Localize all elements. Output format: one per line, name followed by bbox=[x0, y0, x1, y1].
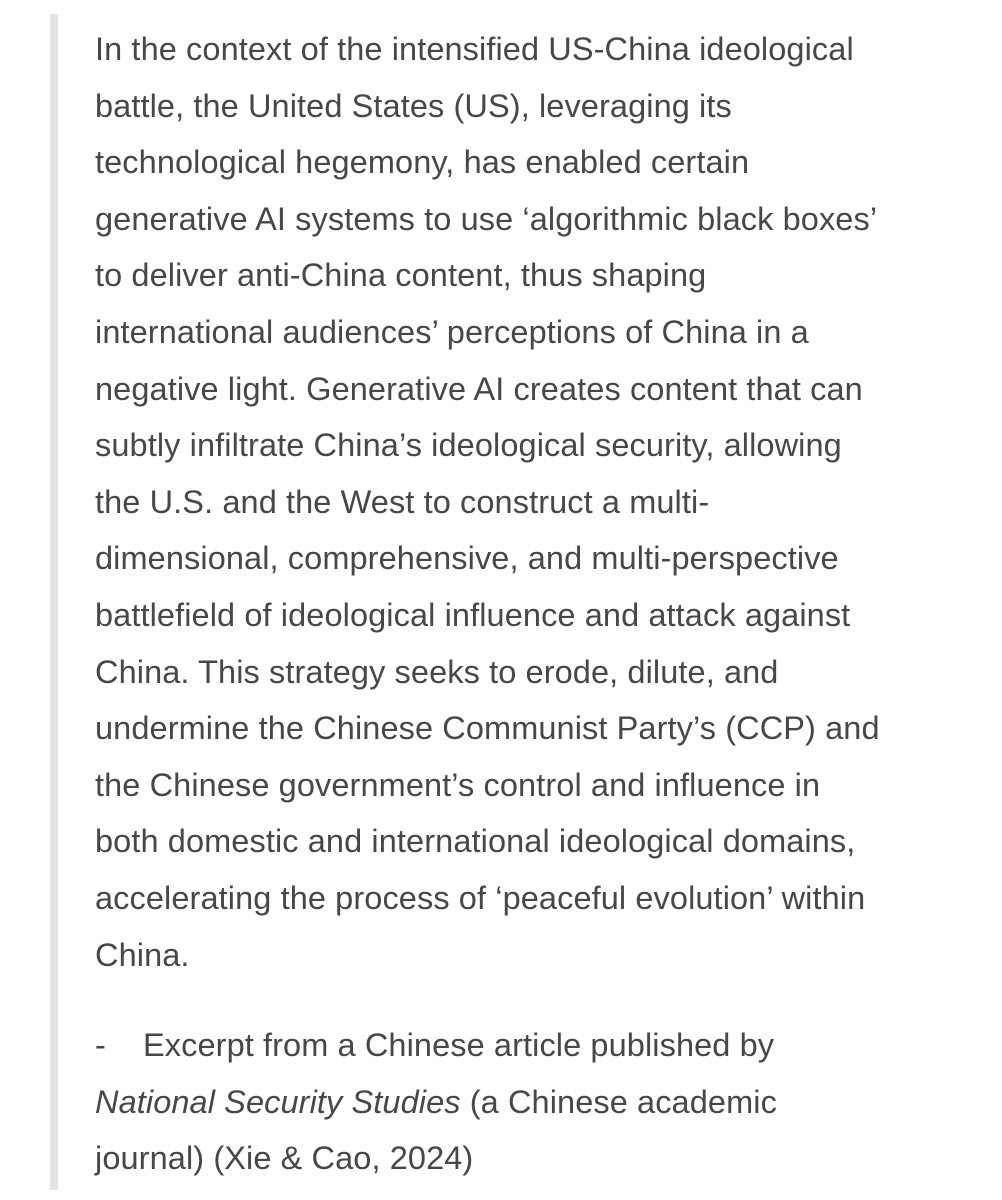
quote-line: to deliver anti-China content, thus shaping bbox=[95, 257, 707, 294]
attribution-text: (a Chinese academic bbox=[460, 1083, 777, 1120]
quote-line: the U.S. and the West to construct a multi- bbox=[95, 483, 710, 520]
quote-body bbox=[95, 21, 975, 983]
quote-line: battlefield of ideological influence and attack against bbox=[95, 596, 851, 633]
quote-line: subtly infiltrate China’s ideological security, allowing bbox=[95, 427, 842, 464]
quote-line: the Chinese government’s control and influence in bbox=[95, 766, 821, 803]
quote-line: China. bbox=[95, 936, 190, 973]
quote-line: both domestic and international ideological domains, bbox=[95, 823, 856, 860]
quote-line: undermine the Chinese Communist Party’s (CCP) and bbox=[95, 710, 880, 747]
quote-line: battle, the United States (US), leveraging its bbox=[95, 87, 732, 124]
quote-attribution bbox=[95, 1017, 975, 1187]
attribution-line: journal) (Xie & Cao, 2024) bbox=[95, 1140, 474, 1177]
quote-line: technological hegemony, has enabled certain bbox=[95, 144, 750, 181]
quote-line: dimensional, comprehensive, and multi-perspective bbox=[95, 540, 839, 577]
attribution-dash: - bbox=[95, 1027, 106, 1063]
quote-line: China. This strategy seeks to erode, dilute, and bbox=[95, 653, 779, 690]
attribution-line bbox=[95, 1017, 975, 1074]
journal-title: National Security Studies bbox=[95, 1083, 461, 1120]
quote-line: negative light. Generative AI creates content that can bbox=[95, 370, 863, 407]
quote-line: accelerating the process of ‘peaceful evolution’ within bbox=[95, 879, 866, 916]
quote-line: In the context of the intensified US-China ideological bbox=[95, 31, 854, 67]
blockquote-bar bbox=[50, 14, 58, 1190]
quote-line: international audiences’ perceptions of China in a bbox=[95, 313, 809, 350]
quote-line: generative AI systems to use ‘algorithmic black boxes’ bbox=[95, 200, 878, 237]
attribution-text: Excerpt from a Chinese article published by bbox=[143, 1027, 775, 1063]
attribution-line bbox=[95, 1074, 975, 1131]
